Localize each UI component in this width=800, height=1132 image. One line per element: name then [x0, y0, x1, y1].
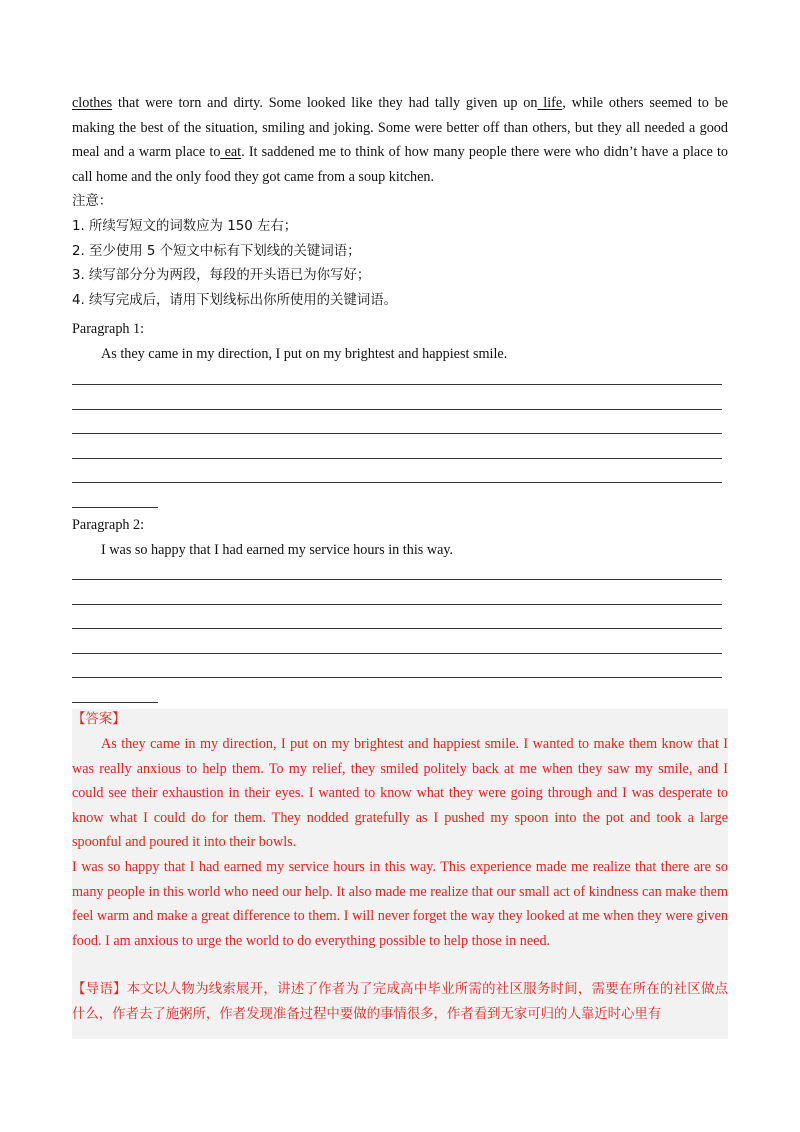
writing-line[interactable]: [72, 433, 722, 434]
writing-line[interactable]: [72, 409, 722, 410]
writing-line[interactable]: [72, 628, 722, 629]
paragraph1-label: Paragraph 1:: [72, 321, 145, 337]
paragraph1-opener: As they came in my direction, I put on my brightest and happiest smile.: [101, 346, 508, 362]
story-text-3: . It saddened me to think of how many people there were who didn’t have a place to call home and the only food they got came from a soup kitchen.: [72, 144, 728, 185]
answer-paragraph-1: As they came in my direction, I put on my brightest and happiest smile. I wanted to make them know that I was really anxious to help them. To my relief, they smiled politely back at me when they saw my smile, and I could see their exhaustion in their eyes. I wanted to know what they were going through and I was desperate to know what I could do for them. They nodded gratefully as I pushed my spoon into the pot and took a large spoonful and poured it into their bowls.: [72, 736, 728, 851]
paragraph2-opener: I was so happy that I had earned my service hours in this way.: [101, 542, 454, 558]
guide-label: 【导语】: [72, 982, 127, 997]
writing-line[interactable]: [72, 579, 722, 580]
answer-paragraph-2: I was so happy that I had earned my service hours in this way. This experience made me realize that there are so many people in this world who need our help. It also made me realize that our small act of kindness can make them feel warm and make a great difference to them. I will never forget the way they looked at me when they were given food. I am anxious to urge the world to do everything possible to help those in need.: [72, 859, 728, 949]
story-excerpt: [72, 91, 728, 189]
keyword-life: life: [537, 95, 563, 111]
guide-paragraph: [72, 977, 728, 1027]
writing-line[interactable]: [72, 482, 722, 483]
note-item-3: 3. 续写部分分为两段，每段的开头语已为你写好；: [72, 268, 371, 283]
writing-line[interactable]: [72, 653, 722, 654]
note-item-4: 4. 续写完成后，请用下划线标出你所使用的关键词语。: [72, 293, 398, 308]
answer-heading: 【答案】: [72, 712, 126, 727]
writing-line-short[interactable]: [72, 507, 158, 508]
story-text-1: that were torn and dirty. Some looked like they had tally given up on: [112, 95, 538, 111]
writing-line[interactable]: [72, 458, 722, 459]
guide-text: 本文以人物为线索展开，讲述了作者为了完成高中毕业所需的社区服务时间，需要在所在的社区做点什么，作者去了施粥所，作者发现准备过程中要做的事情很多，作者看到无家可归的人靠近时心里有: [72, 982, 729, 1022]
keyword-clothes: clothes: [72, 95, 113, 111]
note-item-2: 2. 至少使用 5 个短文中标有下划线的关键词语；: [72, 244, 361, 259]
note-item-1: 1. 所续写短文的词数应为 150 左右；: [72, 219, 298, 234]
paragraph2-label: Paragraph 2:: [72, 517, 145, 533]
keyword-eat: eat: [220, 144, 242, 161]
writing-line[interactable]: [72, 384, 722, 385]
story-text-2: , while others seemed to be making the best of the situation, smiling and joking. Some were better off than others, but they all needed a good meal and a warm place to: [72, 95, 729, 161]
notes-title: 注意：: [72, 194, 113, 209]
writing-line-short[interactable]: [72, 702, 158, 703]
writing-line[interactable]: [72, 604, 722, 605]
writing-line[interactable]: [72, 677, 722, 678]
